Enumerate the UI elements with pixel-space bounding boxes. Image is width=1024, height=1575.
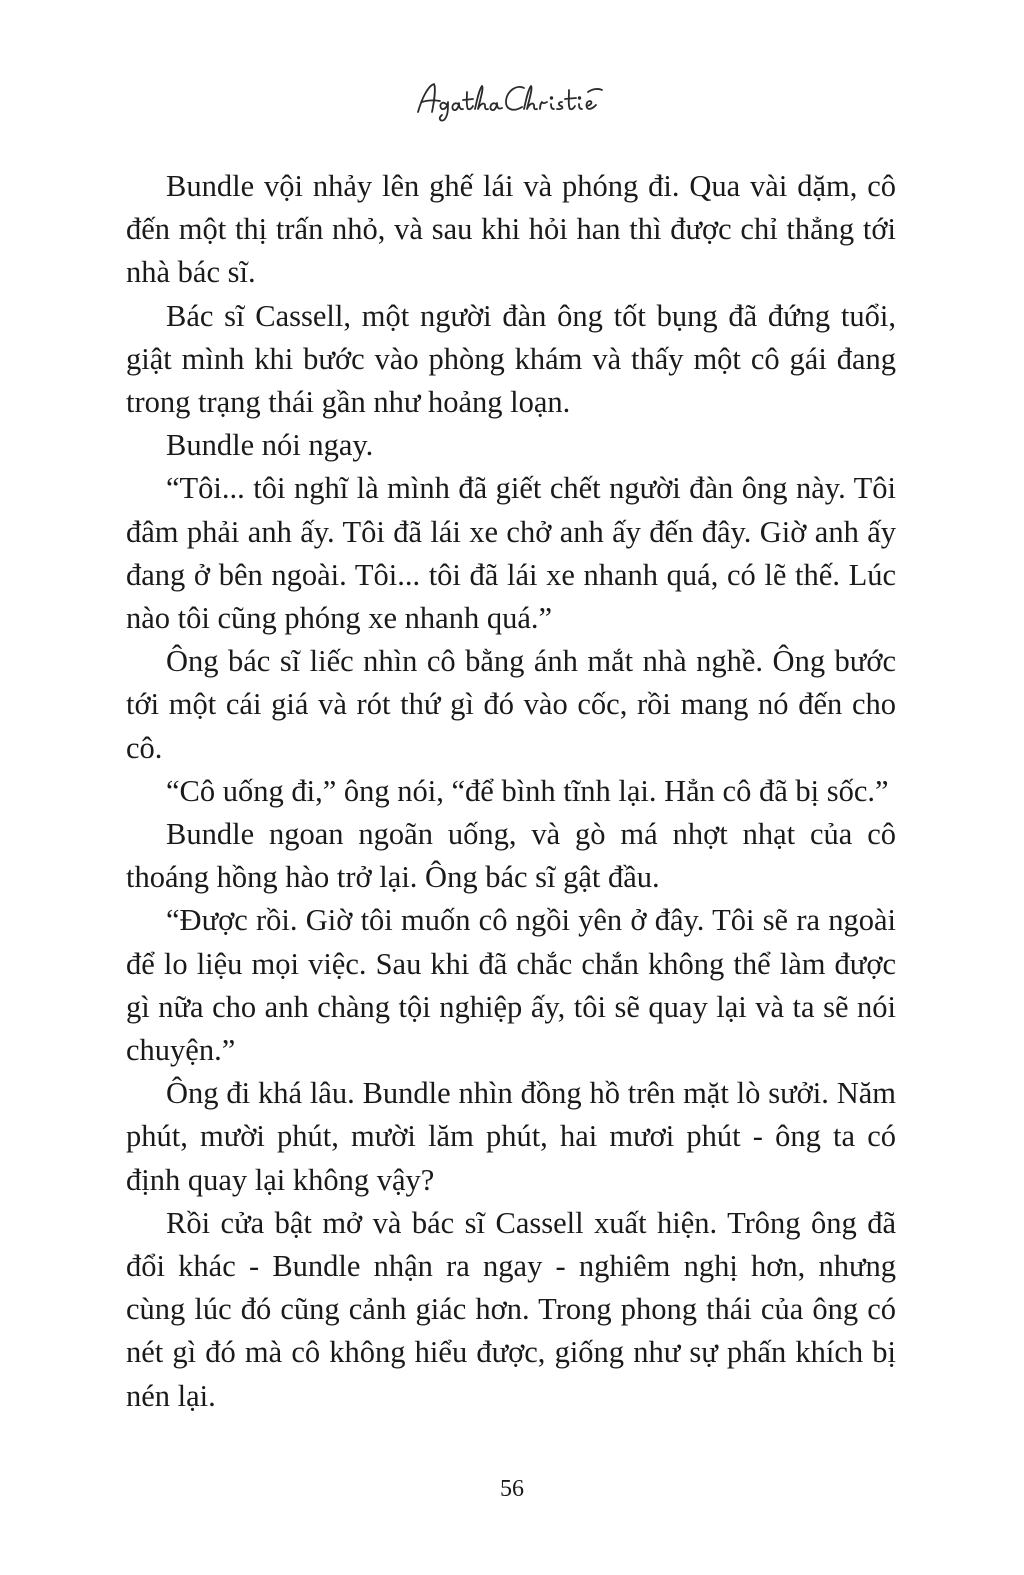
paragraph-3: Bundle nói ngay. [166,428,374,463]
paragraph-5: Ông bác sĩ liếc nhìn cô bằng ánh mắt nhà nghề. Ông bước tới một cái giá và rót thứ gì đó vào cốc, rồi mang nó đến cho cô. [126,644,896,765]
paragraph-6: “Cô uống đi,” ông nói, “để bình tĩnh lại. Hẳn cô đã bị sốc.” [166,773,889,808]
paragraph-1: Bundle vội nhảy lên ghế lái và phóng đi. Qua vài dặm, cô đến một thị trấn nhỏ, và sau khi hỏi han thì được chỉ thẳng tới nhà bác sĩ. [126,169,896,290]
body-text [126,165,896,1418]
author-signature-logo [412,78,612,127]
paragraph-10: Rồi cửa bật mở và bác sĩ Cassell xuất hiện. Trông ông đã đổi khác - Bundle nhận ra ngay - nghiêm nghị hơn, nhưng cùng lúc đó cũng cảnh giác hơn. Trong phong thái của ông có nét gì đó mà cô không hiểu được, giống như sự phấn khích bị nén lại. [126,1205,896,1413]
paragraph-2: Bác sĩ Cassell, một người đàn ông tốt bụng đã đứng tuổi, giật mình khi bước vào phòng khám và thấy một cô gái đang trong trạng thái gần như hoảng loạn. [126,298,896,420]
paragraph-7: Bundle ngoan ngoãn uống, và gò má nhợt nhạt của cô thoáng hồng hào trở lại. Ông bác sĩ gật đầu. [126,817,896,895]
paragraph-9: Ông đi khá lâu. Bundle nhìn đồng hồ trên mặt lò sưởi. Năm phút, mười phút, mười lăm phút, hai mươi phút - ông ta có định quay lại không vậy? [126,1076,896,1197]
paragraph-4: “Tôi... tôi nghĩ là mình đã giết chết người đàn ông này. Tôi đâm phải anh ấy. Tôi đã lái xe chở anh ấy đến đây. Giờ anh ấy đang ở bên ngoài. Tôi... tôi đã lái xe nhanh quá, có lẽ thế. Lúc nào tôi cũng phóng xe nhanh quá.” [126,471,896,636]
agatha-christie-signature-icon [412,78,612,122]
page-header [0,78,1024,127]
page-number: 56 [500,1476,524,1502]
paragraph-8: “Được rồi. Giờ tôi muốn cô ngồi yên ở đây. Tôi sẽ ra ngoài để lo liệu mọi việc. Sau khi đã chắc chắn không thể làm được gì nữa cho anh chàng tội nghiệp ấy, tôi sẽ quay lại và ta sẽ nói chuyện.” [126,903,896,1068]
